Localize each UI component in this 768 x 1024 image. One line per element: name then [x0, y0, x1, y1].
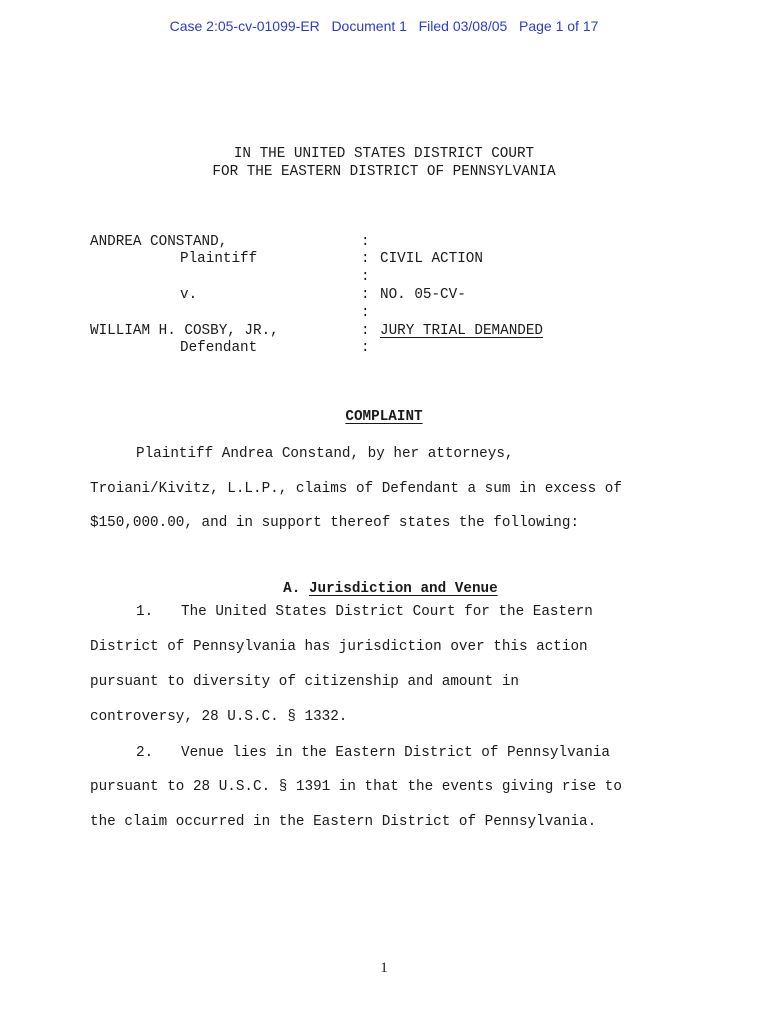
jury-trial-demanded: JURY TRIAL DEMANDED — [380, 323, 544, 339]
intro-line-1: Plaintiff Andrea Constand, by her attorneys, — [136, 446, 514, 462]
section-title: Jurisdiction and Venue — [308, 581, 498, 598]
civil-action-label: CIVIL ACTION — [380, 251, 483, 267]
defendant-role: Defendant — [180, 340, 258, 356]
section-heading — [266, 568, 498, 597]
intro-line-3: $150,000.00, and in support thereof states the following: — [90, 515, 580, 531]
para-2-line-3: the claim occurred in the Eastern District of Pennsylvania. — [90, 814, 597, 830]
intro-line-2: Troiani/Kivitz, L.L.P., claims of Defendant a sum in excess of — [90, 481, 622, 497]
para-1-line-1: The United States District Court for the Eastern — [181, 604, 593, 620]
court-title-line-1: IN THE UNITED STATES DISTRICT COURT — [233, 146, 535, 162]
caption-colon: : — [361, 251, 370, 267]
section-prefix: A. — [283, 581, 301, 598]
complaint-title: COMPLAINT — [345, 409, 423, 425]
para-1-number: 1. — [136, 604, 154, 620]
filing-header: Case 2:05-cv-01099-ER Document 1 Filed 03/08/05 Page 1 of 17 — [169, 18, 599, 34]
caption-colon: : — [361, 323, 370, 339]
caption-colon: : — [361, 340, 370, 356]
plaintiff-role: Plaintiff — [180, 251, 258, 267]
para-1-line-2: District of Pennsylvania has jurisdiction over this action — [90, 639, 588, 655]
plaintiff-name: ANDREA CONSTAND, — [90, 234, 228, 250]
case-number: NO. 05-CV- — [380, 287, 466, 303]
caption-colon: : — [361, 305, 370, 321]
page-number: 1 — [380, 960, 388, 976]
para-2-line-2: pursuant to 28 U.S.C. § 1391 in that the events giving rise to — [90, 779, 622, 795]
para-2-number: 2. — [136, 745, 154, 761]
para-1-line-3: pursuant to diversity of citizenship and amount in — [90, 674, 519, 690]
court-title-line-2: FOR THE EASTERN DISTRICT OF PENNSYLVANIA — [212, 164, 556, 180]
para-1-line-4: controversy, 28 U.S.C. § 1332. — [90, 709, 348, 725]
caption-colon: : — [361, 234, 370, 250]
caption-colon: : — [361, 287, 370, 303]
caption-colon: : — [361, 269, 370, 285]
para-2-line-1: Venue lies in the Eastern District of Pennsylvania — [181, 745, 610, 761]
versus: v. — [180, 287, 198, 303]
defendant-name: WILLIAM H. COSBY, JR., — [90, 323, 279, 339]
